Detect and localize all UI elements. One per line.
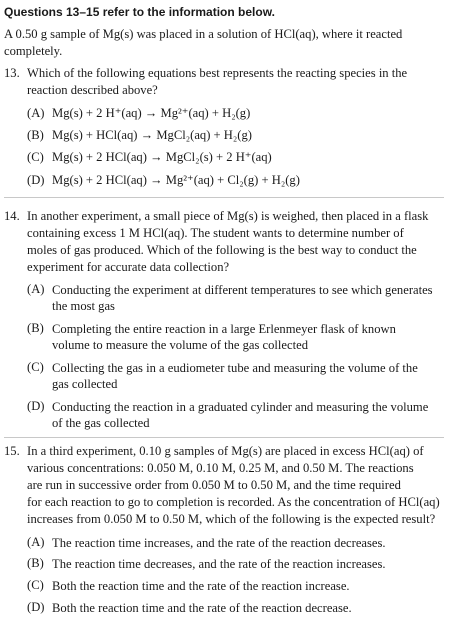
question-15-stem-4: for each reaction to go to completion is recorded. As the concentration of HCl(aq) bbox=[27, 495, 440, 509]
intro-line-1: A 0.50 g sample of Mg(s) was placed in a solution of HCl(aq), where it reacted bbox=[4, 27, 403, 41]
question-14-stem-3: moles of gas produced. Which of the following is the best way to conduct the bbox=[27, 243, 417, 257]
q14-option-b-text-1[interactable]: Completing the entire reaction in a large Erlenmeyer flask of known bbox=[52, 322, 396, 336]
q13-option-a-text[interactable]: Mg(s) + 2 H⁺(aq) → Mg²⁺(aq) + H₂(g) bbox=[52, 106, 251, 120]
section-divider bbox=[4, 437, 444, 438]
q14-option-d-label[interactable]: (D) bbox=[27, 399, 45, 413]
question-13-number: 13. bbox=[4, 66, 20, 80]
q14-option-a-label[interactable]: (A) bbox=[27, 282, 45, 296]
q15-option-b-label[interactable]: (B) bbox=[27, 556, 44, 570]
q13-option-c-label[interactable]: (C) bbox=[27, 150, 44, 164]
question-14-stem-1: In another experiment, a small piece of Mg(s) is weighed, then placed in a flask bbox=[27, 209, 429, 223]
q14-option-c-text-2[interactable]: gas collected bbox=[52, 377, 118, 391]
q15-option-d-label[interactable]: (D) bbox=[27, 600, 45, 614]
q14-option-d-text-2[interactable]: of the gas collected bbox=[52, 416, 150, 430]
q13-option-a-label[interactable]: (A) bbox=[27, 106, 45, 120]
section-divider bbox=[4, 197, 444, 198]
q13-option-d-text[interactable]: Mg(s) + 2 HCl(aq) → Mg²⁺(aq) + Cl₂(g) + H₂(g) bbox=[52, 173, 300, 187]
q13-option-c-text[interactable]: Mg(s) + 2 HCl(aq) → MgCl₂(s) + 2 H⁺(aq) bbox=[52, 150, 272, 164]
question-13-stem-1: Which of the following equations best represents the reacting species in the bbox=[27, 66, 408, 80]
q14-option-b-label[interactable]: (B) bbox=[27, 321, 44, 335]
q13-option-d-label[interactable]: (D) bbox=[27, 173, 45, 187]
q15-option-a-label[interactable]: (A) bbox=[27, 535, 45, 549]
q13-option-b-label[interactable]: (B) bbox=[27, 128, 44, 142]
question-15-stem-3: are run in successive order from 0.050 M to 0.50 M, and the time required bbox=[27, 478, 401, 492]
q14-option-c-text-1[interactable]: Collecting the gas in a eudiometer tube and measuring the volume of the bbox=[52, 361, 418, 375]
q15-option-c-text[interactable]: Both the reaction time and the rate of the reaction increase. bbox=[52, 579, 350, 593]
q14-option-b-text-2[interactable]: volume to measure the volume of the gas collected bbox=[52, 338, 308, 352]
question-14-number: 14. bbox=[4, 209, 20, 223]
question-14-stem-2: containing excess 1 M HCl(aq). The student wants to determine number of bbox=[27, 226, 404, 240]
q15-option-d-text[interactable]: Both the reaction time and the rate of the reaction decrease. bbox=[52, 601, 352, 615]
question-14-stem-4: experiment for accurate data collection? bbox=[27, 260, 230, 274]
question-15-stem-1: In a third experiment, 0.10 g samples of Mg(s) are placed in excess HCl(aq) of bbox=[27, 444, 424, 458]
q15-option-c-label[interactable]: (C) bbox=[27, 578, 44, 592]
q14-option-d-text-1[interactable]: Conducting the reaction in a graduated cylinder and measuring the volume bbox=[52, 400, 429, 414]
q14-option-a-text-1[interactable]: Conducting the experiment at different temperatures to see which generates bbox=[52, 283, 433, 297]
q14-option-a-text-2[interactable]: the most gas bbox=[52, 299, 115, 313]
q15-option-b-text[interactable]: The reaction time decreases, and the rate of the reaction increases. bbox=[52, 557, 386, 571]
question-13-stem-2: reaction described above? bbox=[27, 83, 158, 97]
question-15-stem-2: various concentrations: 0.050 M, 0.10 M, 0.25 M, and 0.50 M. The reactions bbox=[27, 461, 414, 475]
q15-option-a-text[interactable]: The reaction time increases, and the rate of the reaction decreases. bbox=[52, 536, 386, 550]
section-header: Questions 13–15 refer to the information below. bbox=[4, 5, 275, 19]
q13-option-b-text[interactable]: Mg(s) + HCl(aq) → MgCl₂(aq) + H₂(g) bbox=[52, 128, 252, 142]
intro-line-2: completely. bbox=[4, 44, 63, 58]
question-15-number: 15. bbox=[4, 444, 20, 458]
question-15-stem-5: increases from 0.050 M to 0.50 M, which of the following is the expected result? bbox=[27, 512, 436, 526]
q14-option-c-label[interactable]: (C) bbox=[27, 360, 44, 374]
